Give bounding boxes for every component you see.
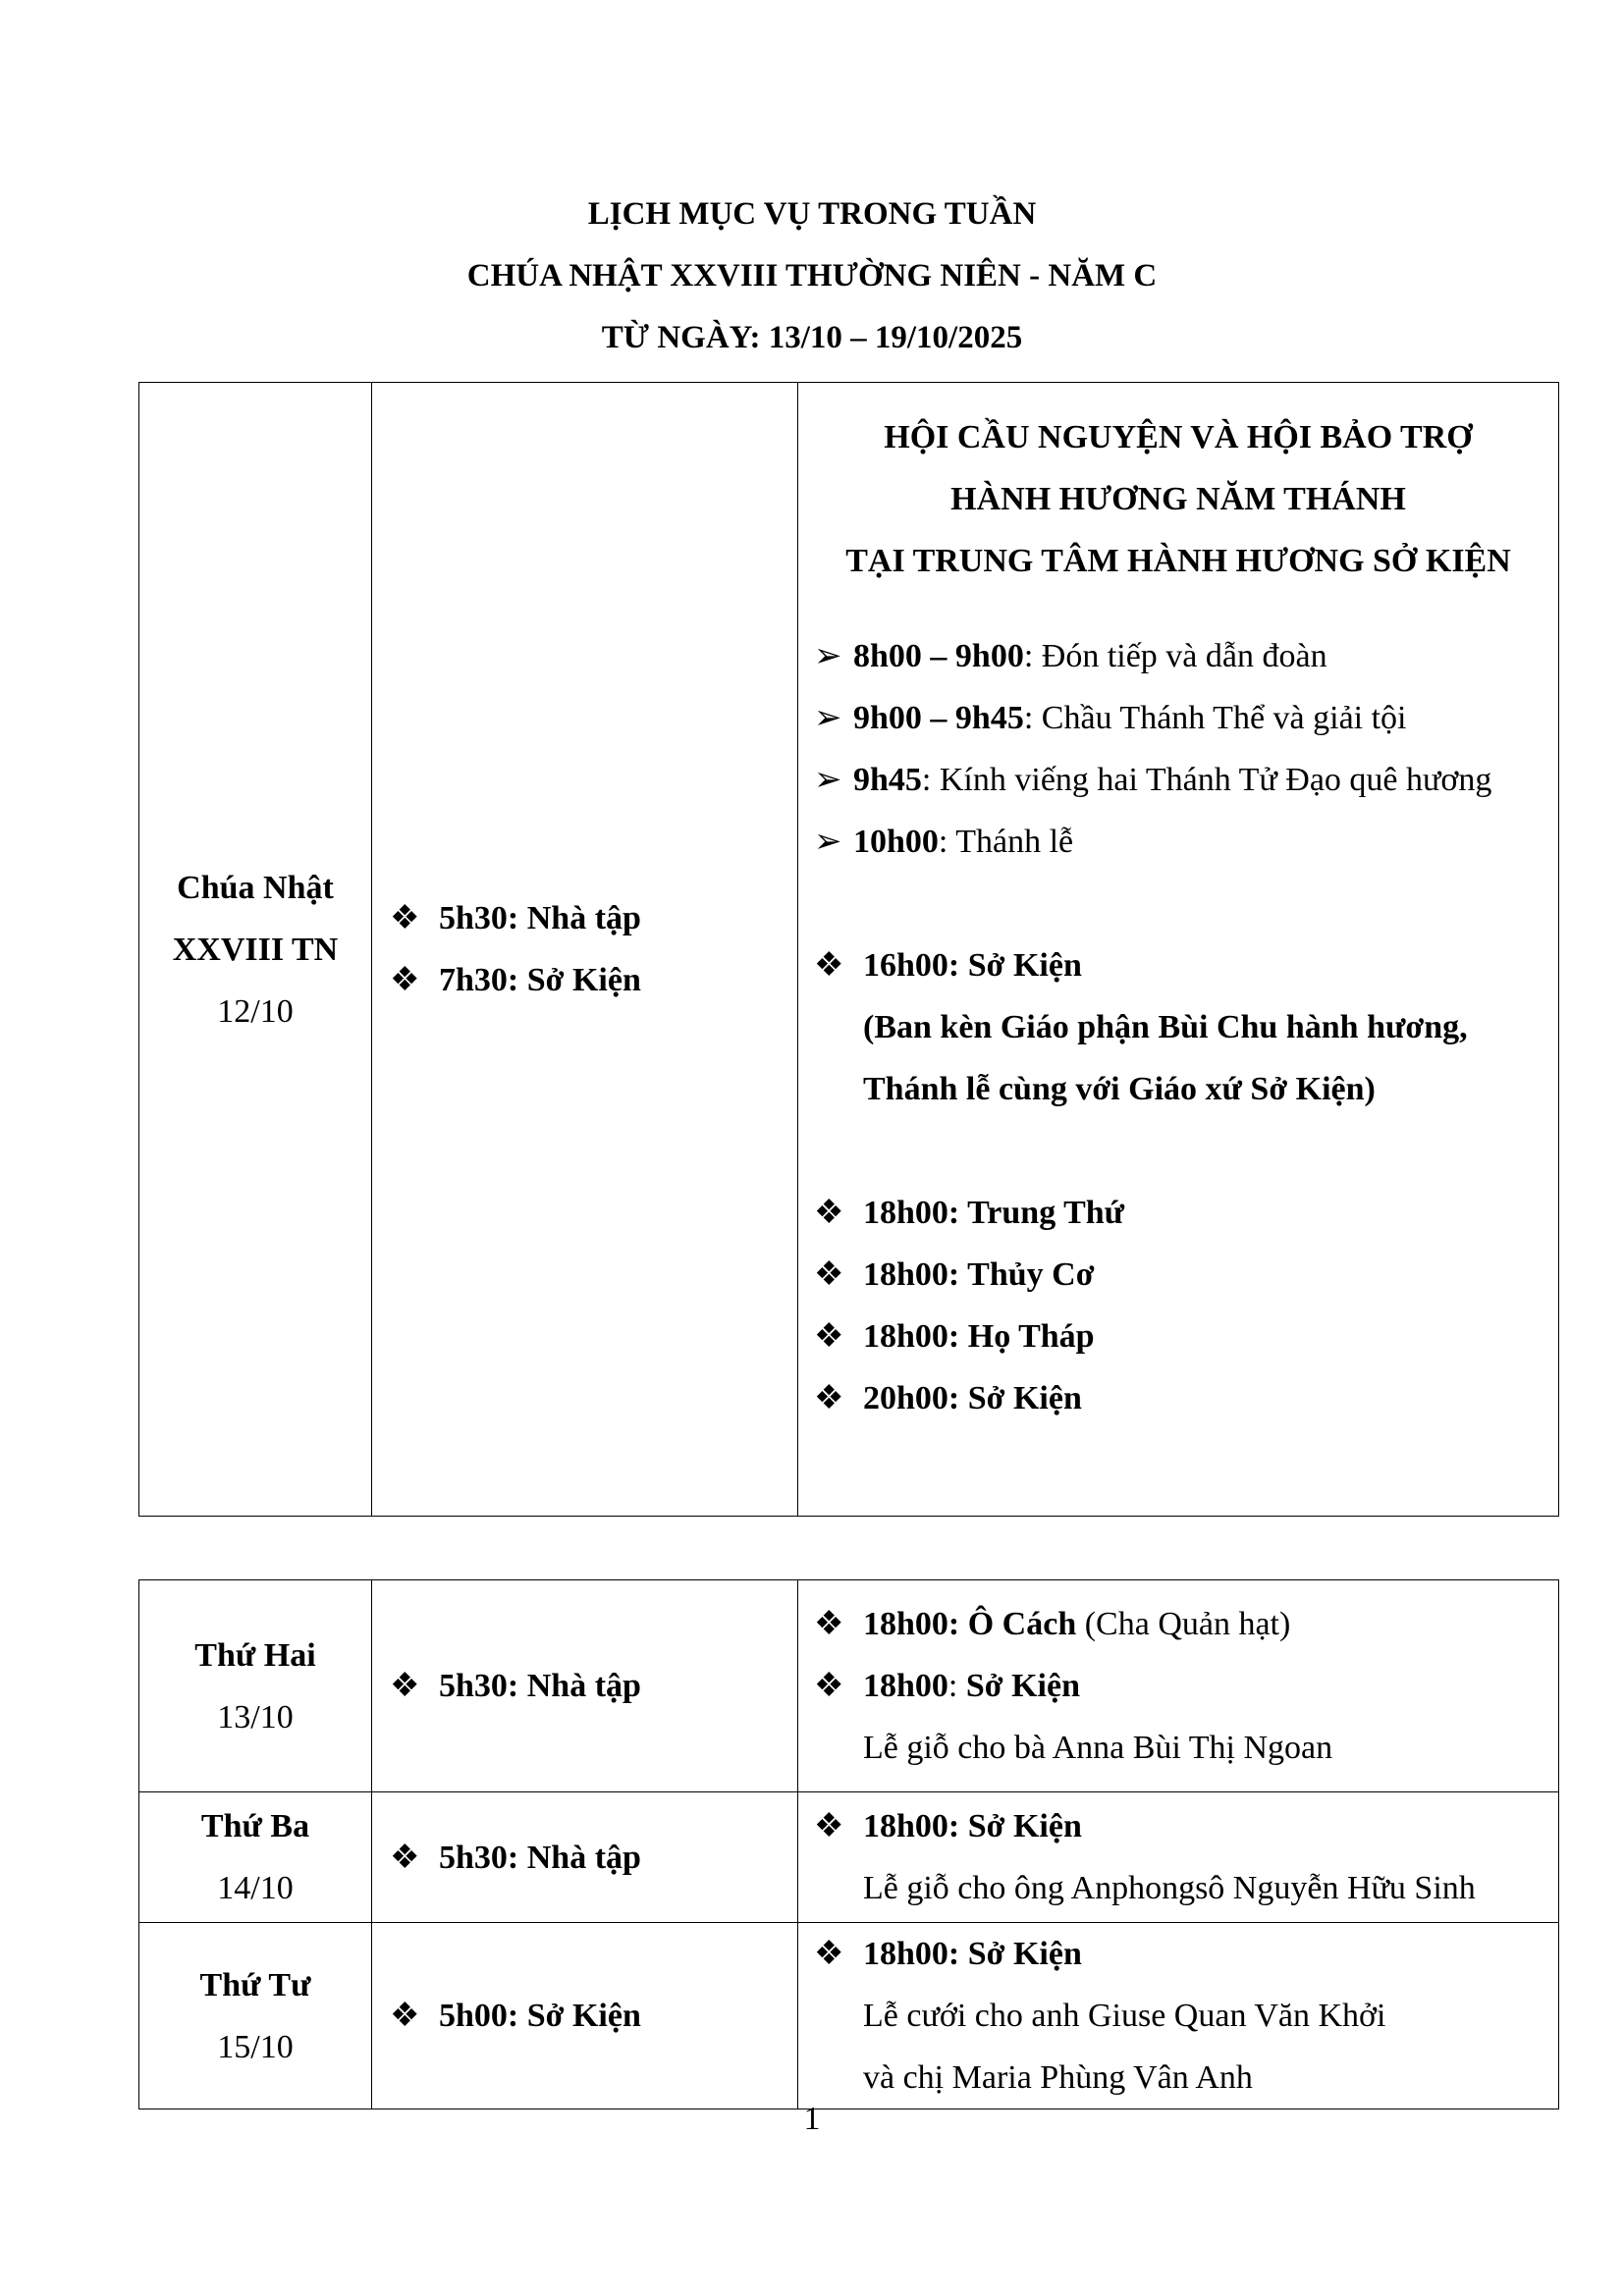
day-sub: XXVIII TN <box>172 931 339 968</box>
day-name: Thứ Hai <box>194 1636 316 1674</box>
list-item: ❖ 5h00: Sở Kiện <box>390 1985 797 2047</box>
date-range: TỪ NGÀY: 13/10 – 19/10/2025 <box>601 320 1023 355</box>
event-title: HÀNH HƯƠNG NĂM THÁNH <box>950 481 1406 517</box>
day-date: 14/10 <box>217 1870 294 1906</box>
list-item: ❖ 5h30: Nhà tập <box>390 1827 797 1889</box>
list-item: ❖ 18h00: Sở Kiện <box>814 1923 1558 1985</box>
diamond-bullet-icon: ❖ <box>390 1839 420 1876</box>
list-item: ➢ 9h00 – 9h45: Chầu Thánh Thể và giải tội <box>814 687 1558 749</box>
morning-cell <box>372 1580 798 1792</box>
list-item: ❖ 5h30: Nhà tập <box>390 1655 797 1717</box>
list-item: ❖ 18h00: Thủy Cơ <box>814 1244 1558 1306</box>
morning-cell <box>372 1923 798 2109</box>
weekday-schedule-table <box>138 1579 1559 2109</box>
day-cell <box>139 383 372 1517</box>
list-item: ❖ 18h00: Sở Kiện <box>814 1655 1558 1717</box>
table-row <box>139 1580 1559 1792</box>
event-title: TẠI TRUNG TÂM HÀNH HƯƠNG SỞ KIỆN <box>845 543 1511 579</box>
list-item: ❖ 5h30: Nhà tập <box>390 887 797 949</box>
day-cell <box>139 1923 372 2109</box>
arrow-bullet-icon: ➢ <box>814 824 842 860</box>
day-name: Chúa Nhật <box>177 869 334 906</box>
table-row <box>139 1923 1559 2109</box>
events-cell <box>798 383 1559 1517</box>
diamond-bullet-icon: ❖ <box>814 1318 844 1355</box>
arrow-bullet-icon: ➢ <box>814 762 842 798</box>
list-item: ➢ 9h45: Kính viếng hai Thánh Tử Đạo quê hương <box>814 749 1558 811</box>
diamond-bullet-icon: ❖ <box>814 1195 844 1231</box>
list-item: ➢ 10h00: Thánh lễ <box>814 811 1558 873</box>
diamond-bullet-icon: ❖ <box>814 1256 844 1293</box>
list-item: ❖ 18h00: Ô Cách (Cha Quản hạt) <box>814 1593 1558 1655</box>
arrow-bullet-icon: ➢ <box>814 638 842 674</box>
arrow-bullet-icon: ➢ <box>814 700 842 736</box>
morning-cell <box>372 383 798 1517</box>
table-row <box>139 383 1559 1517</box>
page-subtitle: CHÚA NHẬT XXVIII THƯỜNG NIÊN - NĂM C <box>466 258 1158 294</box>
events-cell <box>798 1580 1559 1792</box>
day-date: 13/10 <box>217 1698 294 1735</box>
sunday-schedule-table <box>138 382 1559 1517</box>
events-cell <box>798 1923 1559 2109</box>
diamond-bullet-icon: ❖ <box>814 1380 844 1416</box>
event-note: và chị Maria Phùng Vân Anh <box>863 2059 1253 2096</box>
diamond-bullet-icon: ❖ <box>814 1808 844 1844</box>
diamond-bullet-icon: ❖ <box>814 1606 844 1642</box>
table-row <box>139 1792 1559 1923</box>
event-note: Lễ cưới cho anh Giuse Quan Văn Khởi <box>863 1998 1386 2034</box>
diamond-bullet-icon: ❖ <box>390 1998 420 2034</box>
page-title: LỊCH MỤC VỤ TRONG TUẦN <box>587 196 1037 232</box>
diamond-bullet-icon: ❖ <box>814 1936 844 1972</box>
list-item: ❖ 18h00: Sở Kiện <box>814 1795 1558 1857</box>
diamond-bullet-icon: ❖ <box>390 1668 420 1704</box>
diamond-bullet-icon: ❖ <box>390 900 420 936</box>
day-name: Thứ Tư <box>199 1966 311 2003</box>
list-item: ❖ 16h00: Sở Kiện <box>814 934 1558 996</box>
day-date: 12/10 <box>217 992 294 1030</box>
list-item: ➢ 8h00 – 9h00: Đón tiếp và dẫn đoàn <box>814 625 1558 687</box>
day-name: Thứ Ba <box>200 1808 310 1844</box>
event-note: (Ban kèn Giáo phận Bùi Chu hành hương, <box>863 1009 1468 1045</box>
day-cell <box>139 1580 372 1792</box>
morning-cell <box>372 1792 798 1923</box>
event-title: HỘI CẦU NGUYỆN VÀ HỘI BẢO TRỢ <box>884 419 1473 455</box>
day-cell <box>139 1792 372 1923</box>
list-item: ❖ 7h30: Sở Kiện <box>390 949 797 1011</box>
list-item: ❖ 18h00: Họ Tháp <box>814 1306 1558 1367</box>
day-date: 15/10 <box>217 2028 294 2065</box>
diamond-bullet-icon: ❖ <box>390 962 420 998</box>
event-note: Thánh lễ cùng với Giáo xứ Sở Kiện) <box>863 1071 1376 1107</box>
page-number: 1 <box>803 2101 821 2137</box>
diamond-bullet-icon: ❖ <box>814 947 844 984</box>
event-note: Lễ giỗ cho bà Anna Bùi Thị Ngoan <box>863 1730 1333 1766</box>
list-item: ❖ 20h00: Sở Kiện <box>814 1367 1558 1429</box>
diamond-bullet-icon: ❖ <box>814 1668 844 1704</box>
events-cell <box>798 1792 1559 1923</box>
list-item: ❖ 18h00: Trung Thứ <box>814 1182 1558 1244</box>
event-note: Lễ giỗ cho ông Anphongsô Nguyễn Hữu Sinh <box>863 1870 1476 1906</box>
